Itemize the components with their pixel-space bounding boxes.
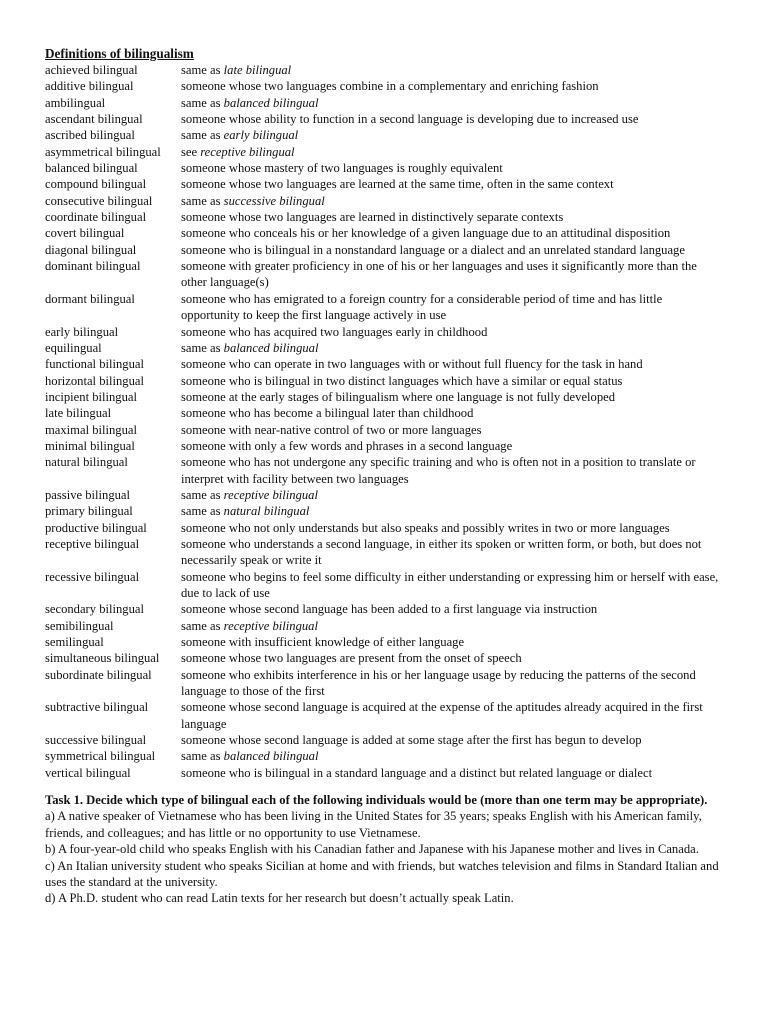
definition-text: someone who exhibits interference in his or her language usage by reducing the patterns of the second language to those of the first [181,667,696,699]
glossary-term: subtractive bilingual [45,700,149,715]
glossary-definition [181,438,728,454]
definition-text: someone with greater proficiency in one of his or her languages and uses it significantly more than the other language(s) [181,259,697,290]
glossary-term: dormant bilingual [45,291,135,306]
cross-reference-term: successive bilingual [223,193,325,208]
glossary-entry [45,144,728,160]
glossary-term: secondary bilingual [45,602,144,617]
glossary-entry [45,748,728,764]
task-item-a: a) A native speaker of Vietnamese who has been living in the United States for 35 years; speaks English with his American family, friends, and colleagues; and has little or no opportunity to use Vietnamese. [45,809,702,840]
glossary-entry [45,160,728,176]
definition-text: someone whose two languages are present from the onset of speech [181,651,522,666]
cross-reference-term: receptive bilingual [223,487,318,502]
definition-text: someone whose ability to function in a second language is developing due to increased use [181,112,639,127]
glossary-entry [45,503,728,519]
glossary-term: simultaneous bilingual [45,651,160,666]
cross-reference-term: early bilingual [223,128,299,143]
glossary-term: vertical bilingual [45,765,131,780]
task-section [45,792,728,906]
glossary-entry [45,78,728,94]
glossary-term: semilingual [45,635,104,650]
glossary-entry [45,291,728,324]
glossary-term: incipient bilingual [45,389,137,404]
glossary-entry [45,618,728,634]
definition-text: someone with insufficient knowledge of either language [181,635,465,650]
glossary-entry [45,405,728,421]
glossary-term: coordinate bilingual [45,210,147,225]
glossary-term: balanced bilingual [45,161,138,176]
glossary-term: ambilingual [45,95,106,110]
cross-reference-prefix: same as [181,95,224,110]
glossary-term: ascendant bilingual [45,112,143,127]
glossary-entry [45,667,728,700]
glossary-definition [181,258,728,291]
glossary-term: successive bilingual [45,733,147,748]
cross-reference-term: late bilingual [223,63,292,77]
definition-text: someone who has emigrated to a foreign country for a considerable period of time and has little opportunity to keep the first language actively in use [181,291,663,323]
glossary-entry [45,176,728,192]
task-item-c: c) An Italian university student who speaks Sicilian at home and with friends, but watches television and films in Standard Italian and uses the standard at the university. [45,858,719,889]
definition-text: someone who is bilingual in a nonstandard language or a dialect and an unrelated standard language [181,242,685,257]
definition-text: someone who understands a second language, in either its spoken or written form, or both, but does not necessarily speak or write it [181,536,702,568]
cross-reference-prefix: see [181,144,201,159]
glossary-entry [45,765,728,781]
glossary-term: functional bilingual [45,357,144,372]
glossary-definition [181,520,728,536]
cross-reference-prefix: same as [181,340,224,355]
task-item-b: b) A four-year-old child who speaks English with his Canadian father and Japanese with his Japanese mother and lives in Canada. [45,842,699,857]
glossary-term: subordinate bilingual [45,667,152,682]
glossary-entry [45,699,728,732]
glossary-definition [181,242,728,258]
cross-reference-term: receptive bilingual [200,144,295,159]
definition-text: someone who has not undergone any specific training and who is often not in a position to translate or interpret with facility between two languages [181,455,696,486]
glossary-entry [45,225,728,241]
glossary-definition [181,193,728,209]
glossary-definition [181,373,728,389]
cross-reference-term: receptive bilingual [223,618,318,633]
glossary-definition [181,176,728,192]
glossary-definition [181,601,728,617]
glossary-definition [181,160,728,176]
definition-text: someone who begins to feel some difficulty in either understanding or expressing him or herself with ease, due to lack of use [181,569,719,600]
glossary-term: diagonal bilingual [45,242,137,257]
document-title: Definitions of bilingualism [45,46,194,61]
cross-reference-term: balanced bilingual [223,749,319,764]
definition-text: someone who conceals his or her knowledge of a given language due to an attitudinal disposition [181,226,671,241]
glossary-entry [45,356,728,372]
glossary-term: early bilingual [45,324,119,339]
glossary-definition [181,225,728,241]
glossary-definition [181,618,728,634]
glossary-term: recessive bilingual [45,569,140,584]
glossary-term: achieved bilingual [45,63,138,77]
glossary-entry [45,422,728,438]
glossary-definition [181,667,728,700]
cross-reference-prefix: same as [181,193,224,208]
cross-reference-term: balanced bilingual [223,95,319,110]
definition-text: someone who is bilingual in a standard language and a distinct but related language or dialect [181,765,653,780]
glossary-entry [45,536,728,569]
definition-text: someone whose second language has been added to a first language via instruction [181,602,598,617]
glossary-entry [45,242,728,258]
glossary-term: maximal bilingual [45,422,137,437]
definition-text: someone whose second language is acquired at the expense of the aptitudes already acquired in the first language [181,700,703,731]
glossary-definition [181,111,728,127]
glossary-term: additive bilingual [45,79,134,94]
glossary-definition [181,356,728,372]
cross-reference-term: natural bilingual [223,504,310,519]
glossary-definition [181,487,728,503]
glossary-term: compound bilingual [45,177,147,192]
cross-reference-prefix: same as [181,128,224,143]
glossary-entry [45,389,728,405]
glossary-definition [181,340,728,356]
glossary-term: equilingual [45,340,102,355]
glossary-term: productive bilingual [45,520,147,535]
glossary-entry [45,340,728,356]
definition-text: someone whose two languages are learned in distinctively separate contexts [181,210,564,225]
glossary-entry [45,487,728,503]
cross-reference-prefix: same as [181,504,224,519]
glossary-definition [181,699,728,732]
definition-text: someone who has acquired two languages early in childhood [181,324,488,339]
cross-reference-prefix: same as [181,487,224,502]
glossary-term: minimal bilingual [45,438,135,453]
cross-reference-prefix: same as [181,63,224,77]
glossary-term: semibilingual [45,618,114,633]
glossary-definition [181,405,728,421]
glossary-list [45,62,728,781]
glossary-definition [181,454,728,487]
cross-reference-prefix: same as [181,618,224,633]
definition-text: someone whose second language is added at some stage after the first has begun to develop [181,733,642,748]
glossary-definition [181,389,728,405]
glossary-entry [45,127,728,143]
definition-text: someone with only a few words and phrases in a second language [181,438,513,453]
definition-text: someone whose two languages are learned at the same time, often in the same context [181,177,614,192]
glossary-term: late bilingual [45,406,112,421]
glossary-term: natural bilingual [45,455,128,470]
glossary-definition [181,291,728,324]
definition-text: someone at the early stages of bilingualism where one language is not fully developed [181,389,616,404]
definition-text: someone who can operate in two languages with or without full fluency for the task in hand [181,357,643,372]
glossary-term: ascribed bilingual [45,128,135,143]
definition-text: someone who has become a bilingual later than childhood [181,406,474,421]
glossary-entry [45,62,728,78]
glossary-definition [181,95,728,111]
glossary-definition [181,748,728,764]
glossary-entry [45,650,728,666]
glossary-term: passive bilingual [45,487,130,502]
glossary-entry [45,95,728,111]
definition-text: someone with near-native control of two or more languages [181,422,482,437]
glossary-term: dominant bilingual [45,259,141,274]
glossary-term: consecutive bilingual [45,193,153,208]
glossary-entry [45,324,728,340]
glossary-entry [45,569,728,602]
glossary-entry [45,438,728,454]
glossary-definition [181,62,728,78]
task-heading: Task 1. Decide which type of bilingual each of the following individuals would be (more than one term may be appropriate). [45,793,708,808]
glossary-definition [181,569,728,602]
glossary-entry [45,111,728,127]
glossary-term: receptive bilingual [45,536,140,551]
glossary-definition [181,127,728,143]
definition-text: someone whose mastery of two languages is roughly equivalent [181,161,503,176]
cross-reference-term: balanced bilingual [223,340,319,355]
glossary-entry [45,258,728,291]
definition-text: someone whose two languages combine in a complementary and enriching fashion [181,79,599,94]
glossary-term: horizontal bilingual [45,373,144,388]
cross-reference-prefix: same as [181,749,224,764]
glossary-entry [45,601,728,617]
glossary-entry [45,193,728,209]
glossary-definition [181,503,728,519]
glossary-definition [181,78,728,94]
glossary-definition [181,209,728,225]
glossary-entry [45,634,728,650]
glossary-definition [181,650,728,666]
task-item-d: d) A Ph.D. student who can read Latin texts for her research but doesn’t actually speak Latin. [45,891,514,906]
glossary-entry [45,520,728,536]
definition-text: someone who not only understands but also speaks and possibly writes in two or more languages [181,520,670,535]
glossary-definition [181,765,728,781]
glossary-term: symmetrical bilingual [45,749,156,764]
glossary-definition [181,634,728,650]
glossary-definition [181,422,728,438]
glossary-definition [181,144,728,160]
glossary-definition [181,536,728,569]
glossary-entry [45,373,728,389]
glossary-definition [181,324,728,340]
definition-text: someone who is bilingual in two distinct languages which have a similar or equal status [181,373,623,388]
glossary-term: primary bilingual [45,504,133,519]
glossary-term: asymmetrical bilingual [45,144,161,159]
glossary-entry [45,209,728,225]
glossary-entry [45,732,728,748]
glossary-definition [181,732,728,748]
glossary-term: covert bilingual [45,226,125,241]
glossary-entry [45,454,728,487]
